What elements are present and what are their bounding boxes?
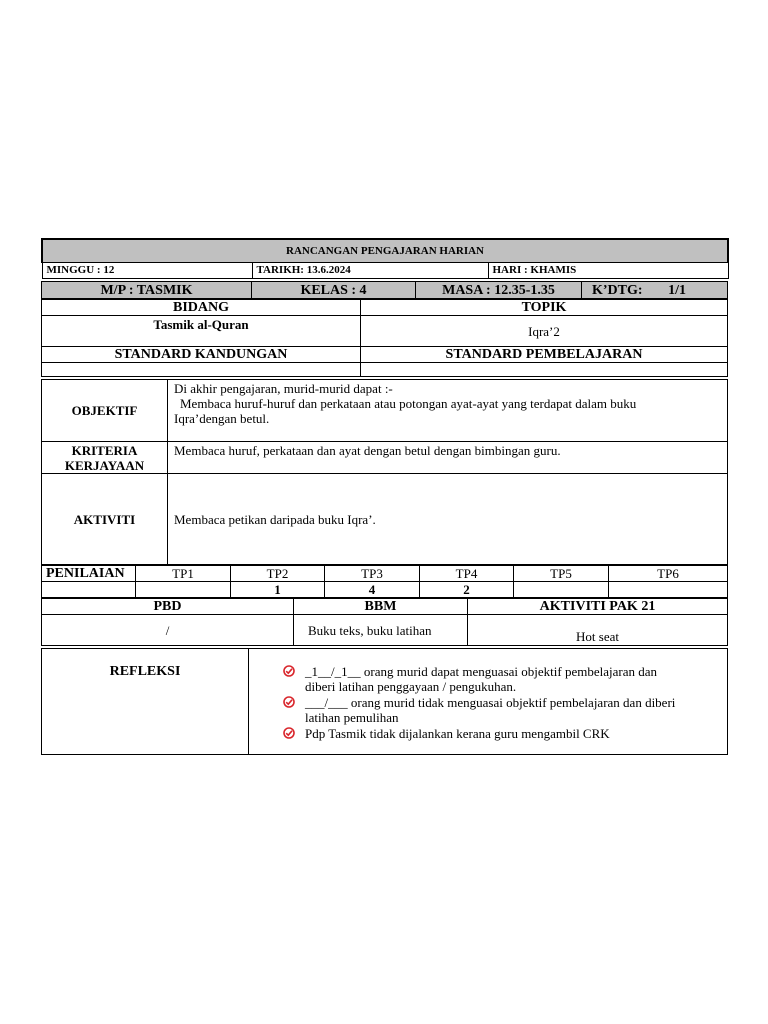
topik-label: TOPIK <box>361 300 728 316</box>
refleksi-table <box>41 648 728 755</box>
hari-field: HARI : KHAMIS <box>488 263 728 279</box>
header-table <box>41 238 729 279</box>
tp-header: TP5 <box>514 566 609 582</box>
bidang-value: Tasmik al-Quran <box>42 316 361 347</box>
refleksi-label: REFLEKSI <box>42 649 249 755</box>
kriteria-label-line-1: KRITERIA <box>71 442 138 458</box>
objektif-line-3: Iqra’dengan betul. <box>174 411 270 426</box>
refleksi-item-line-2: latihan pemulihan <box>305 710 399 725</box>
bbm-value: Buku teks, buku latihan <box>294 615 468 646</box>
penilaian-table <box>41 565 728 598</box>
refleksi-content <box>249 649 728 755</box>
objektif-text <box>168 380 728 442</box>
tp-value: 2 <box>420 582 514 598</box>
tp-header: TP1 <box>136 566 231 582</box>
bidang-label: BIDANG <box>42 300 361 316</box>
kdtg-value: 1/1 <box>668 282 686 298</box>
aktiviti-label: AKTIVITI <box>42 474 168 565</box>
check-circle-icon <box>283 696 295 708</box>
tp-value <box>136 582 231 598</box>
aktiviti-text: Membaca petikan daripada buku Iqra’. <box>168 474 728 565</box>
topik-value: Iqra’2 <box>361 316 728 347</box>
refleksi-list <box>253 664 723 741</box>
kriteria-label <box>42 442 168 474</box>
mp-table <box>41 281 728 299</box>
objective-table <box>41 379 728 565</box>
refleksi-item-line-1: ___/___ orang murid tidak menguasai objektif pembelajaran dan diberi <box>305 695 676 710</box>
tp-header: TP4 <box>420 566 514 582</box>
penilaian-label: PENILAIAN <box>42 566 136 582</box>
refleksi-item-line-1: Pdp Tasmik tidak dijalankan kerana guru mengambil CRK <box>305 726 610 741</box>
kriteria-label-line-2: KERJAYAAN <box>64 457 145 473</box>
penilaian-empty-cell <box>42 582 136 598</box>
tp-header: TP2 <box>231 566 325 582</box>
check-circle-icon <box>283 727 295 739</box>
pbd-value: / <box>42 615 294 646</box>
pak21-value: Hot seat <box>468 615 728 646</box>
masa-field: MASA : 12.35-1.35 <box>416 282 582 299</box>
refleksi-item <box>283 726 723 741</box>
objektif-line-2: Membaca huruf-huruf dan perkataan atau potongan ayat-ayat yang terdapat dalam buku <box>180 396 637 411</box>
objektif-label: OBJEKTIF <box>42 380 168 442</box>
kdtg-field <box>582 282 728 299</box>
form-title: RANCANGAN PENGAJARAN HARIAN <box>42 239 728 263</box>
pbd-label: PBD <box>42 599 294 615</box>
standard-kandungan-value <box>42 363 361 377</box>
standard-pembelajaran-value <box>361 363 728 377</box>
tp-value: 1 <box>231 582 325 598</box>
tp-value: 4 <box>325 582 420 598</box>
pak21-label: AKTIVITI PAK 21 <box>468 599 728 615</box>
kdtg-label: K’DTG: <box>592 282 643 298</box>
tp-header: TP6 <box>609 566 728 582</box>
bidang-topik-table <box>41 299 728 377</box>
refleksi-item <box>283 664 723 694</box>
refleksi-item <box>283 695 723 725</box>
kelas-field: KELAS : 4 <box>252 282 416 299</box>
check-circle-icon <box>283 665 295 677</box>
refleksi-item-line-2: diberi latihan penggayaan / pengukuhan. <box>305 679 517 694</box>
standard-pembelajaran-label: STANDARD PEMBELAJARAN <box>361 347 728 363</box>
tarikh-field: TARIKH: 13.6.2024 <box>252 263 488 279</box>
tp-value <box>514 582 609 598</box>
mp-field: M/P : TASMIK <box>42 282 252 299</box>
minggu-field: MINGGU : 12 <box>42 263 252 279</box>
pbd-bbm-table <box>41 598 728 646</box>
objektif-line-1: Di akhir pengajaran, murid-murid dapat :- <box>174 381 393 396</box>
rph-form <box>41 238 727 755</box>
bbm-label: BBM <box>294 599 468 615</box>
refleksi-item-line-1: _1__/_1__ orang murid dapat menguasai objektif pembelajaran dan <box>305 664 657 679</box>
tp-header: TP3 <box>325 566 420 582</box>
tp-value <box>609 582 728 598</box>
kriteria-text: Membaca huruf, perkataan dan ayat dengan betul dengan bimbingan guru. <box>168 442 728 474</box>
standard-kandungan-label: STANDARD KANDUNGAN <box>42 347 361 363</box>
